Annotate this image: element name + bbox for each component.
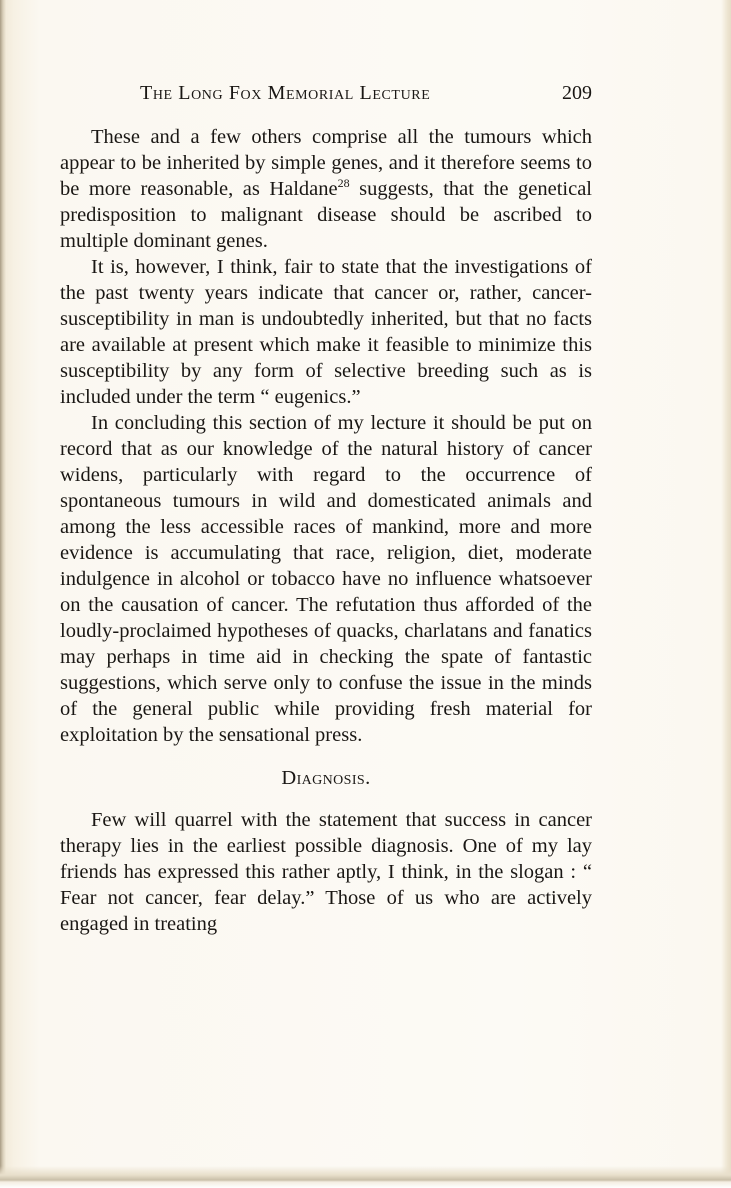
running-head bbox=[60, 80, 592, 106]
footnote-reference: 28 bbox=[337, 176, 350, 190]
section-heading: Diagnosis. bbox=[281, 767, 371, 789]
page-gutter-shadow bbox=[0, 0, 6, 1188]
paragraph bbox=[60, 124, 592, 254]
page-number: 209 bbox=[562, 82, 592, 104]
paragraph: It is, however, I think, fair to state that the investigations of the past twenty years indicate that cancer or, rather, cancer-susceptibility in man is undoubtedly inherited, but that no facts are available at present which make it feasible to minimize this susceptibility by any form of selective breeding such as is included under the term “ eugenics.” bbox=[60, 256, 592, 408]
paragraph: In concluding this section of my lecture it should be put on record that as our knowledge of the natural history of cancer widens, particularly with regard to the occurrence of spontaneous tumours in wild and domesticated animals and among the less accessible races of mankind, more and more evidence is accumulating that race, religion, diet, moderate indulgence in alcohol or tobacco have no influence whatsoever on the causation of cancer. The refutation thus afforded of the loudly-proclaimed hypotheses of quacks, charlatans and fanatics may perhaps in time aid in checking the spate of fantastic suggestions, which serve only to confuse the issue in the minds of the general public while providing fresh material for exploitation by the sensational press. bbox=[60, 412, 592, 746]
paragraph-text: These and a few others comprise all the tumours which appear to be inherited by simple genes, and it therefore seems to be more reasonable, as Haldane bbox=[60, 126, 592, 200]
body-text bbox=[60, 124, 592, 937]
page-bottom-edge bbox=[0, 1166, 731, 1188]
page-right-edge bbox=[721, 0, 731, 1188]
paragraph: Few will quarrel with the statement that success in cancer therapy lies in the earliest possible diagnosis. One of my lay friends has expressed this rather aptly, I think, in the slogan : “ Fear not cancer, fear delay.” Those of us who are actively engaged in treating bbox=[60, 809, 592, 935]
running-title: The Long Fox Memorial Lecture bbox=[140, 82, 431, 104]
paragraph-text-continued: suggests, that the genetical predisposition to malignant disease should be ascribed to multiple dominant genes. bbox=[60, 178, 592, 252]
